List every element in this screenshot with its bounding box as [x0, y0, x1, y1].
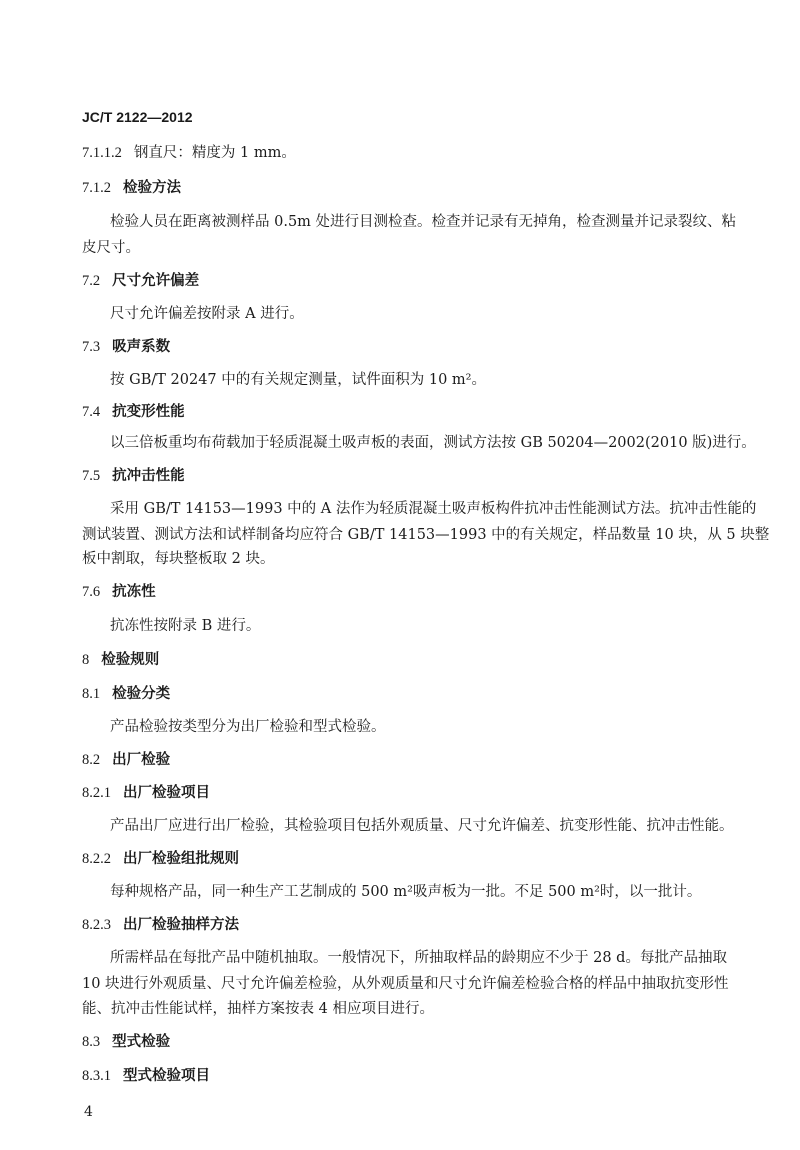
heading-8-3 [82, 1033, 170, 1051]
heading-title: 抗冲击性能 [112, 468, 185, 484]
heading-title: 抗变形性能 [112, 404, 185, 420]
heading-8-2 [82, 751, 170, 769]
paragraph-line: 测试装置、测试方法和试样制备均应符合 GB/T 14153—1993 中的有关规定，样品数量 10 块，从 5 块整 [82, 527, 770, 543]
heading-8-1 [82, 685, 170, 703]
standard-code: JC/T 2122—2012 [82, 109, 193, 125]
heading-title: 吸声系数 [112, 339, 171, 355]
clause-number: 7.1.1.2 [82, 145, 122, 161]
heading-number: 8.1 [82, 686, 101, 702]
heading-number: 7.4 [82, 404, 101, 420]
heading-title: 出厂检验 [112, 752, 171, 768]
page-number: 4 [84, 1104, 93, 1120]
paragraph-line: 所需样品在每批产品中随机抽取。一般情况下，所抽取样品的龄期应不少于 28 d。每批产品抽取 [110, 950, 727, 966]
heading-number: 8.3 [82, 1034, 101, 1050]
paragraph-line: 采用 GB/T 14153—1993 中的 A 法作为轻质混凝土吸声板构件抗冲击性能测试方法。抗冲击性能的 [110, 501, 757, 517]
paragraph-line: 10 块进行外观质量、尺寸允许偏差检验，从外观质量和尺寸允许偏差检验合格的样品中抽取抗变形性 [82, 976, 729, 992]
heading-7-3 [82, 338, 170, 356]
heading-number: 8 [82, 652, 90, 668]
heading-title: 型式检验项目 [123, 1068, 210, 1084]
heading-title: 出厂检验抽样方法 [123, 917, 239, 933]
heading-number: 7.5 [82, 468, 101, 484]
heading-number: 7.2 [82, 273, 101, 289]
heading-number: 7.3 [82, 339, 101, 355]
heading-number: 8.2 [82, 752, 101, 768]
paragraph-line: 每种规格产品，同一种生产工艺制成的 500 m²吸声板为一批。不足 500 m²时，以一批计。 [110, 884, 702, 900]
heading-8-2-1 [82, 784, 210, 802]
heading-7-4 [82, 403, 185, 421]
heading-8-3-1 [82, 1067, 210, 1085]
heading-number: 8.2.3 [82, 917, 111, 933]
heading-title: 检验规则 [101, 652, 160, 668]
paragraph-line: 以三倍板重均布荷载加于轻质混凝土吸声板的表面，测试方法按 GB 50204—2002(2010 版)进行。 [110, 435, 756, 451]
paragraph-line: 按 GB/T 20247 中的有关规定测量，试件面积为 10 m²。 [110, 372, 486, 388]
clause-7-1-1-2 [82, 144, 296, 162]
paragraph-line: 检验人员在距离被测样品 0.5m 处进行目测检查。检查并记录有无掉角，检查测量并记录裂纹、粘 [110, 214, 737, 230]
heading-7-2 [82, 272, 199, 290]
heading-title: 抗冻性 [112, 584, 156, 600]
paragraph-line: 抗冻性按附录 B 进行。 [110, 618, 261, 634]
heading-title: 出厂检验项目 [123, 785, 210, 801]
heading-title: 尺寸允许偏差 [112, 273, 200, 289]
paragraph-line: 尺寸允许偏差按附录 A 进行。 [110, 306, 304, 322]
heading-7-1-2 [82, 179, 181, 197]
heading-number: 8.2.1 [82, 785, 111, 801]
heading-title: 检验方法 [123, 180, 181, 196]
paragraph-line: 能、抗冲击性能试样，抽样方案按表 4 相应项目进行。 [82, 1001, 434, 1017]
paragraph-line: 板中割取，每块整板取 2 块。 [82, 551, 275, 567]
heading-7-5 [82, 467, 185, 485]
heading-7-6 [82, 583, 156, 601]
heading-title: 出厂检验组批规则 [123, 851, 239, 867]
heading-number: 7.1.2 [82, 180, 111, 196]
paragraph-line: 产品检验按类型分为出厂检验和型式检验。 [110, 719, 386, 735]
heading-8-2-3 [82, 916, 239, 934]
heading-number: 8.3.1 [82, 1068, 111, 1084]
heading-number: 7.6 [82, 584, 101, 600]
heading-8 [82, 651, 159, 669]
heading-8-2-2 [82, 850, 239, 868]
paragraph-line: 产品出厂应进行出厂检验，其检验项目包括外观质量、尺寸允许偏差、抗变形性能、抗冲击性能。 [110, 818, 734, 834]
heading-title: 型式检验 [112, 1034, 171, 1050]
heading-title: 检验分类 [112, 686, 171, 702]
clause-text: 钢直尺：精度为 1 mm。 [133, 145, 296, 161]
paragraph-line: 皮尺寸。 [82, 240, 140, 256]
heading-number: 8.2.2 [82, 851, 111, 867]
